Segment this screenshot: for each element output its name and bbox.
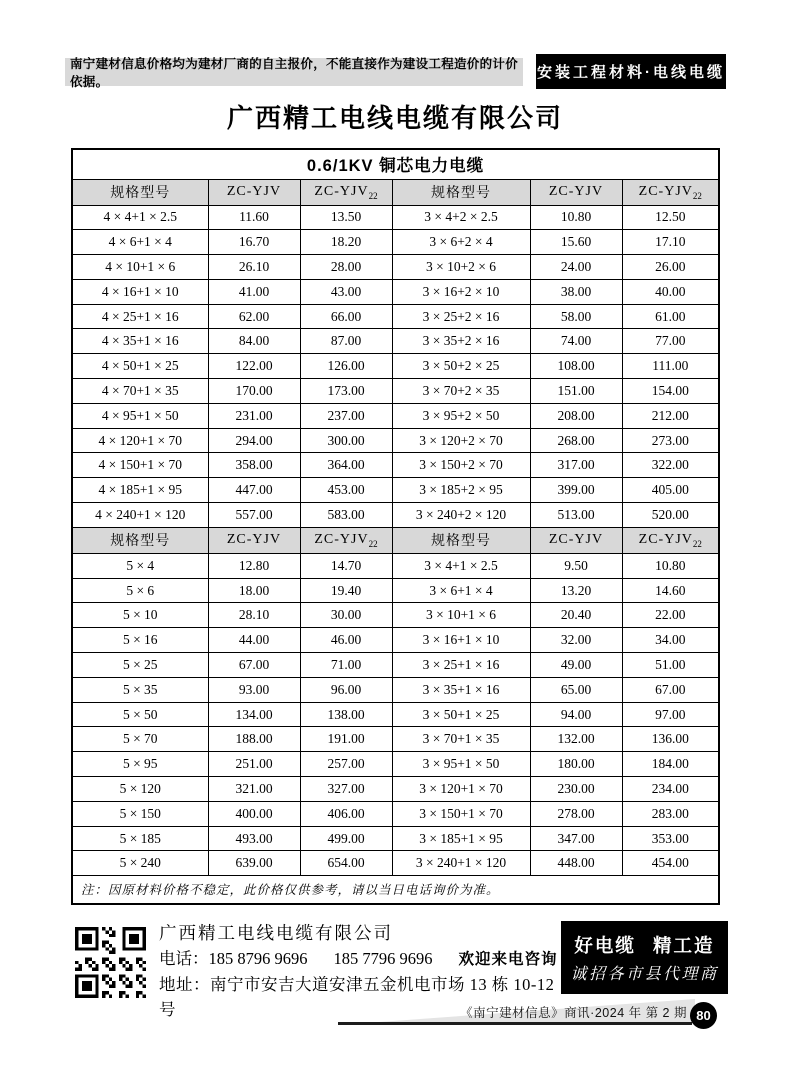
spec-cell: 3 × 25+1 × 16 bbox=[392, 653, 530, 678]
column-header-row bbox=[72, 179, 719, 205]
column-header: $ZC-YJV_{22}$ bbox=[300, 179, 392, 205]
price-cell: 136.00 bbox=[622, 727, 719, 752]
column-header: 规格型号 bbox=[392, 527, 530, 553]
column-header: 规格型号 bbox=[72, 527, 208, 553]
price-cell: 347.00 bbox=[530, 826, 622, 851]
spec-cell: 5 × 10 bbox=[72, 603, 208, 628]
spec-cell: 4 × 10+1 × 6 bbox=[72, 255, 208, 280]
price-cell: 14.60 bbox=[622, 578, 719, 603]
table-row bbox=[72, 777, 719, 802]
price-cell: 38.00 bbox=[530, 279, 622, 304]
table-row bbox=[72, 230, 719, 255]
column-header: $ZC-YJV_{22}$ bbox=[300, 527, 392, 553]
price-cell: 453.00 bbox=[300, 478, 392, 503]
category-text: 安装工程材料·电线电缆 bbox=[537, 64, 725, 81]
address-label: 地址： bbox=[159, 975, 210, 994]
spec-cell: 3 × 120+2 × 70 bbox=[392, 428, 530, 453]
price-cell: 10.80 bbox=[530, 205, 622, 230]
spec-cell: 4 × 240+1 × 120 bbox=[72, 503, 208, 528]
price-cell: 234.00 bbox=[622, 777, 719, 802]
table-row bbox=[72, 826, 719, 851]
footer-rule bbox=[338, 1022, 692, 1025]
price-cell: 191.00 bbox=[300, 727, 392, 752]
price-cell: 26.10 bbox=[208, 255, 300, 280]
price-cell: 15.60 bbox=[530, 230, 622, 255]
price-cell: 17.10 bbox=[622, 230, 719, 255]
price-cell: 67.00 bbox=[208, 653, 300, 678]
spec-cell: 5 × 25 bbox=[72, 653, 208, 678]
spec-cell: 5 × 35 bbox=[72, 677, 208, 702]
spec-cell: 4 × 35+1 × 16 bbox=[72, 329, 208, 354]
price-cell: 132.00 bbox=[530, 727, 622, 752]
contact-company-name: 广西精工电线电缆有限公司 bbox=[159, 923, 393, 943]
price-cell: 16.70 bbox=[208, 230, 300, 255]
spec-cell: 3 × 6+2 × 4 bbox=[392, 230, 530, 255]
price-cell: 66.00 bbox=[300, 304, 392, 329]
price-cell: 454.00 bbox=[622, 851, 719, 876]
price-cell: 13.20 bbox=[530, 578, 622, 603]
price-cell: 654.00 bbox=[300, 851, 392, 876]
footer-issue: 《南宁建材信息》商讯·2024 年 第 2 期 bbox=[460, 1006, 687, 1020]
spec-cell: 5 × 70 bbox=[72, 727, 208, 752]
price-cell: 448.00 bbox=[530, 851, 622, 876]
price-cell: 322.00 bbox=[622, 453, 719, 478]
price-cell: 557.00 bbox=[208, 503, 300, 528]
price-cell: 40.00 bbox=[622, 279, 719, 304]
table-note: 注：因原材料价格不稳定，此价格仅供参考，请以当日电话询价为准。 bbox=[72, 876, 719, 904]
price-cell: 151.00 bbox=[530, 379, 622, 404]
top-disclaimer-bar bbox=[65, 57, 523, 89]
price-cell: 327.00 bbox=[300, 777, 392, 802]
spec-cell: 3 × 10+2 × 6 bbox=[392, 255, 530, 280]
page-number-badge: 80 bbox=[690, 1002, 717, 1029]
table-row bbox=[72, 428, 719, 453]
price-table bbox=[71, 148, 720, 905]
table-row bbox=[72, 603, 719, 628]
spec-cell: 5 × 50 bbox=[72, 702, 208, 727]
table-row bbox=[72, 354, 719, 379]
price-cell: 126.00 bbox=[300, 354, 392, 379]
table-row bbox=[72, 304, 719, 329]
ad-slogan: 好电缆 精工造 bbox=[574, 934, 715, 956]
disclaimer-text: 南宁建材信息价格均为建材厂商的自主报价，不能直接作为建设工程造价的计价依据。 bbox=[70, 57, 519, 89]
address-text: 南宁市安吉大道安津五金机电市场 13 栋 10-12 号 bbox=[159, 975, 555, 1019]
spec-cell: 3 × 10+1 × 6 bbox=[392, 603, 530, 628]
phone-number-1: 185 8796 9696 bbox=[208, 949, 308, 968]
table-row bbox=[72, 379, 719, 404]
table-row bbox=[72, 329, 719, 354]
price-cell: 405.00 bbox=[622, 478, 719, 503]
column-header: ZC-YJV bbox=[530, 527, 622, 553]
spec-cell: 4 × 70+1 × 35 bbox=[72, 379, 208, 404]
table-row bbox=[72, 403, 719, 428]
column-header-subscript: 22 bbox=[368, 538, 378, 549]
spec-cell: 3 × 70+2 × 35 bbox=[392, 379, 530, 404]
spec-cell: 3 × 35+2 × 16 bbox=[392, 329, 530, 354]
price-cell: 317.00 bbox=[530, 453, 622, 478]
spec-cell: 3 × 95+1 × 50 bbox=[392, 752, 530, 777]
price-cell: 11.60 bbox=[208, 205, 300, 230]
price-cell: 24.00 bbox=[530, 255, 622, 280]
price-cell: 321.00 bbox=[208, 777, 300, 802]
price-cell: 138.00 bbox=[300, 702, 392, 727]
spec-cell: 4 × 95+1 × 50 bbox=[72, 403, 208, 428]
price-cell: 28.00 bbox=[300, 255, 392, 280]
price-cell: 43.00 bbox=[300, 279, 392, 304]
price-cell: 188.00 bbox=[208, 727, 300, 752]
spec-cell: 3 × 240+1 × 120 bbox=[392, 851, 530, 876]
price-cell: 122.00 bbox=[208, 354, 300, 379]
table-row bbox=[72, 702, 719, 727]
price-cell: 87.00 bbox=[300, 329, 392, 354]
price-cell: 18.20 bbox=[300, 230, 392, 255]
price-cell: 62.00 bbox=[208, 304, 300, 329]
price-cell: 447.00 bbox=[208, 478, 300, 503]
price-cell: 32.00 bbox=[530, 628, 622, 653]
spec-cell: 3 × 240+2 × 120 bbox=[392, 503, 530, 528]
table-row bbox=[72, 851, 719, 876]
spec-cell: 5 × 240 bbox=[72, 851, 208, 876]
price-cell: 10.80 bbox=[622, 553, 719, 578]
column-header-row bbox=[72, 527, 719, 553]
price-cell: 93.00 bbox=[208, 677, 300, 702]
price-cell: 46.00 bbox=[300, 628, 392, 653]
price-cell: 61.00 bbox=[622, 304, 719, 329]
price-cell: 26.00 bbox=[622, 255, 719, 280]
price-cell: 251.00 bbox=[208, 752, 300, 777]
price-cell: 300.00 bbox=[300, 428, 392, 453]
spec-cell: 4 × 50+1 × 25 bbox=[72, 354, 208, 379]
price-cell: 12.80 bbox=[208, 553, 300, 578]
spec-cell: 3 × 50+2 × 25 bbox=[392, 354, 530, 379]
table-caption: 0.6/1KV 铜芯电力电缆 bbox=[72, 149, 719, 179]
price-cell: 28.10 bbox=[208, 603, 300, 628]
table-row bbox=[72, 503, 719, 528]
table-row bbox=[72, 255, 719, 280]
spec-cell: 3 × 25+2 × 16 bbox=[392, 304, 530, 329]
price-cell: 499.00 bbox=[300, 826, 392, 851]
spec-cell: 3 × 6+1 × 4 bbox=[392, 578, 530, 603]
price-cell: 41.00 bbox=[208, 279, 300, 304]
price-cell: 268.00 bbox=[530, 428, 622, 453]
ad-recruit-text: 诚招各市县代理商 bbox=[570, 965, 719, 983]
spec-cell: 3 × 95+2 × 50 bbox=[392, 403, 530, 428]
price-cell: 30.00 bbox=[300, 603, 392, 628]
table-row bbox=[72, 553, 719, 578]
spec-cell: 3 × 120+1 × 70 bbox=[392, 777, 530, 802]
table-row bbox=[72, 727, 719, 752]
price-cell: 19.40 bbox=[300, 578, 392, 603]
table-row bbox=[72, 279, 719, 304]
phone-line bbox=[159, 946, 559, 972]
category-badge bbox=[536, 54, 726, 89]
spec-cell: 5 × 150 bbox=[72, 801, 208, 826]
column-header-subscript: 22 bbox=[368, 190, 378, 201]
price-cell: 231.00 bbox=[208, 403, 300, 428]
price-cell: 520.00 bbox=[622, 503, 719, 528]
price-cell: 13.50 bbox=[300, 205, 392, 230]
column-header: 规格型号 bbox=[72, 179, 208, 205]
spec-cell: 5 × 6 bbox=[72, 578, 208, 603]
spec-cell: 5 × 95 bbox=[72, 752, 208, 777]
price-cell: 212.00 bbox=[622, 403, 719, 428]
spec-cell: 3 × 16+2 × 10 bbox=[392, 279, 530, 304]
spec-cell: 3 × 35+1 × 16 bbox=[392, 677, 530, 702]
spec-cell: 3 × 50+1 × 25 bbox=[392, 702, 530, 727]
spec-cell: 3 × 16+1 × 10 bbox=[392, 628, 530, 653]
price-cell: 154.00 bbox=[622, 379, 719, 404]
column-header-subscript: 22 bbox=[692, 190, 702, 201]
table-note-row bbox=[72, 876, 719, 904]
spec-cell: 5 × 16 bbox=[72, 628, 208, 653]
price-cell: 18.00 bbox=[208, 578, 300, 603]
spec-cell: 5 × 185 bbox=[72, 826, 208, 851]
spec-cell: 3 × 185+2 × 95 bbox=[392, 478, 530, 503]
spec-cell: 3 × 4+2 × 2.5 bbox=[392, 205, 530, 230]
price-table-body bbox=[72, 149, 719, 904]
price-cell: 67.00 bbox=[622, 677, 719, 702]
price-cell: 134.00 bbox=[208, 702, 300, 727]
price-cell: 65.00 bbox=[530, 677, 622, 702]
price-cell: 71.00 bbox=[300, 653, 392, 678]
price-cell: 74.00 bbox=[530, 329, 622, 354]
spec-cell: 4 × 16+1 × 10 bbox=[72, 279, 208, 304]
price-cell: 14.70 bbox=[300, 553, 392, 578]
price-cell: 257.00 bbox=[300, 752, 392, 777]
column-header: 规格型号 bbox=[392, 179, 530, 205]
table-row bbox=[72, 453, 719, 478]
phone-number-2: 185 7796 9696 bbox=[333, 949, 433, 968]
spec-cell: 4 × 120+1 × 70 bbox=[72, 428, 208, 453]
column-header-subscript: 22 bbox=[692, 538, 702, 549]
price-cell: 58.00 bbox=[530, 304, 622, 329]
column-header: $ZC-YJV_{22}$ bbox=[622, 179, 719, 205]
column-header: ZC-YJV bbox=[208, 179, 300, 205]
table-row bbox=[72, 752, 719, 777]
price-cell: 22.00 bbox=[622, 603, 719, 628]
price-cell: 184.00 bbox=[622, 752, 719, 777]
price-cell: 493.00 bbox=[208, 826, 300, 851]
price-cell: 278.00 bbox=[530, 801, 622, 826]
table-row bbox=[72, 801, 719, 826]
price-cell: 513.00 bbox=[530, 503, 622, 528]
price-cell: 170.00 bbox=[208, 379, 300, 404]
price-cell: 51.00 bbox=[622, 653, 719, 678]
table-row bbox=[72, 628, 719, 653]
spec-cell: 3 × 70+1 × 35 bbox=[392, 727, 530, 752]
table-row bbox=[72, 578, 719, 603]
price-cell: 208.00 bbox=[530, 403, 622, 428]
price-cell: 34.00 bbox=[622, 628, 719, 653]
price-cell: 230.00 bbox=[530, 777, 622, 802]
page-title: 广西精工电线电缆有限公司 bbox=[226, 104, 563, 133]
column-header: ZC-YJV bbox=[530, 179, 622, 205]
price-cell: 358.00 bbox=[208, 453, 300, 478]
price-cell: 20.40 bbox=[530, 603, 622, 628]
price-cell: 173.00 bbox=[300, 379, 392, 404]
table-row bbox=[72, 677, 719, 702]
spec-cell: 5 × 120 bbox=[72, 777, 208, 802]
table-row bbox=[72, 478, 719, 503]
price-cell: 283.00 bbox=[622, 801, 719, 826]
column-header: $ZC-YJV_{22}$ bbox=[622, 527, 719, 553]
price-cell: 44.00 bbox=[208, 628, 300, 653]
price-cell: 364.00 bbox=[300, 453, 392, 478]
price-cell: 84.00 bbox=[208, 329, 300, 354]
spec-cell: 5 × 4 bbox=[72, 553, 208, 578]
ad-box bbox=[561, 921, 728, 994]
spec-cell: 4 × 25+1 × 16 bbox=[72, 304, 208, 329]
table-row bbox=[72, 653, 719, 678]
price-cell: 180.00 bbox=[530, 752, 622, 777]
spec-cell: 4 × 6+1 × 4 bbox=[72, 230, 208, 255]
spec-cell: 3 × 4+1 × 2.5 bbox=[392, 553, 530, 578]
price-cell: 12.50 bbox=[622, 205, 719, 230]
spec-cell: 4 × 185+1 × 95 bbox=[72, 478, 208, 503]
price-cell: 77.00 bbox=[622, 329, 719, 354]
spec-cell: 4 × 150+1 × 70 bbox=[72, 453, 208, 478]
spec-cell: 4 × 4+1 × 2.5 bbox=[72, 205, 208, 230]
price-cell: 49.00 bbox=[530, 653, 622, 678]
price-cell: 273.00 bbox=[622, 428, 719, 453]
price-cell: 406.00 bbox=[300, 801, 392, 826]
spec-cell: 3 × 150+2 × 70 bbox=[392, 453, 530, 478]
price-cell: 96.00 bbox=[300, 677, 392, 702]
price-cell: 583.00 bbox=[300, 503, 392, 528]
price-cell: 94.00 bbox=[530, 702, 622, 727]
spec-cell: 3 × 185+1 × 95 bbox=[392, 826, 530, 851]
price-cell: 399.00 bbox=[530, 478, 622, 503]
phone-label: 电话： bbox=[159, 949, 209, 968]
table-caption-row bbox=[72, 149, 719, 179]
price-cell: 97.00 bbox=[622, 702, 719, 727]
price-cell: 294.00 bbox=[208, 428, 300, 453]
spec-cell: 3 × 150+1 × 70 bbox=[392, 801, 530, 826]
price-cell: 237.00 bbox=[300, 403, 392, 428]
table-row bbox=[72, 205, 719, 230]
price-cell: 108.00 bbox=[530, 354, 622, 379]
phone-cta: 欢迎来电咨询 bbox=[458, 951, 558, 968]
column-header: ZC-YJV bbox=[208, 527, 300, 553]
price-cell: 400.00 bbox=[208, 801, 300, 826]
price-cell: 353.00 bbox=[622, 826, 719, 851]
price-cell: 111.00 bbox=[622, 354, 719, 379]
price-cell: 9.50 bbox=[530, 553, 622, 578]
qr-code-icon bbox=[75, 927, 146, 998]
price-cell: 639.00 bbox=[208, 851, 300, 876]
